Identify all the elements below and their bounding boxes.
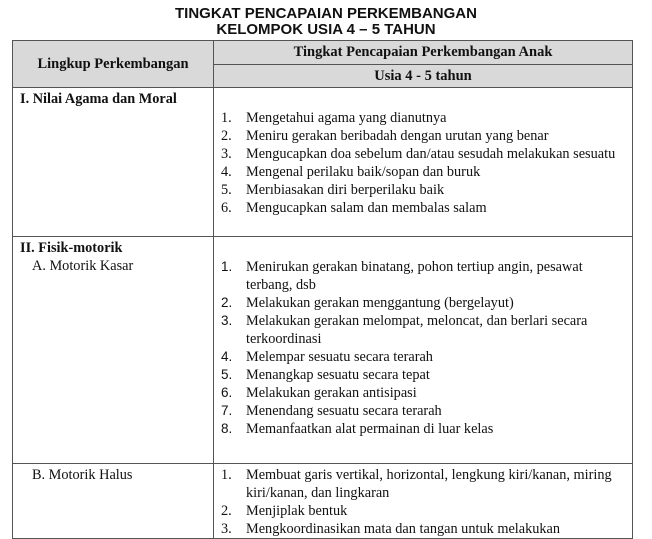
list-item: 3. Mengucapkan doa sebelum dan/atau sesudah melakukan sesuatu	[221, 146, 616, 162]
category-cell	[13, 88, 214, 237]
list-item: 5. Menangkap sesuatu secara tepat	[221, 367, 430, 383]
items-cell	[214, 88, 633, 237]
list-item: 7. Menendang sesuatu secara terarah	[221, 403, 442, 419]
header-row	[13, 41, 633, 65]
list-item: 1. Mengetahui agama yang dianutnya	[221, 110, 447, 126]
document-title	[0, 6, 652, 38]
list-item: 6. Mengucapkan salam dan membalas salam	[221, 200, 487, 216]
list-item: 4. Melempar sesuatu secara terarah	[221, 349, 433, 365]
list-item: 3. Melakukan gerakan melompat, meloncat, dan berlari secara terkoordinasi	[221, 313, 588, 347]
table-row	[13, 88, 633, 237]
header-tingkat: Tingkat Pencapaian Perkembangan Anak	[214, 41, 633, 65]
achievement-list	[221, 109, 632, 217]
header-lingkup: Lingkup Perkembangan	[13, 41, 214, 88]
list-item: 3. Mengkoordinasikan mata dan tangan untuk melakukan	[221, 521, 561, 537]
list-item: 2. Melakukan gerakan menggantung (bergelayut)	[221, 295, 514, 311]
category-cell	[13, 464, 214, 539]
achievement-list	[221, 258, 632, 438]
title-line-1: TINGKAT PENCAPAIAN PERKEMBANGAN	[175, 5, 477, 22]
list-item: 8. Memanfaatkan alat permainan di luar kelas	[221, 421, 494, 437]
list-item: 4. Mengenal perilaku baik/sopan dan buruk	[221, 164, 481, 180]
category-cell	[13, 237, 214, 464]
table-row	[13, 237, 633, 464]
header-usia: Usia 4 - 5 tahun	[214, 65, 633, 88]
subcategory-label: B. Motorik Halus	[32, 467, 133, 483]
list-item: 1. Menirukan gerakan binatang, pohon tertiup angin, pesawat terbang, dsb	[221, 259, 583, 293]
items-cell	[214, 464, 633, 539]
subcategory-label: A. Motorik Kasar	[32, 258, 134, 274]
items-cell	[214, 237, 633, 464]
list-item: 2. Meniru gerakan beribadah dengan urutan yang benar	[221, 128, 549, 144]
table-row	[13, 464, 633, 539]
list-item: 5. Merıbiasakan diri berperilaku baik	[221, 182, 445, 198]
achievement-list	[221, 466, 632, 538]
list-item: 6. Melakukan gerakan antisipasi	[221, 385, 417, 401]
list-item: 2. Menjiplak bentuk	[221, 503, 348, 519]
category-label: II. Fisik-motorik	[20, 240, 123, 256]
development-table	[12, 40, 633, 539]
title-line-2: KELOMPOK USIA 4 – 5 TAHUN	[216, 21, 436, 38]
list-item: 1. Membuat garis vertikal, horizontal, lengkung kiri/kanan, miring kiri/kanan, dan lingkaran	[221, 467, 612, 501]
category-label: I. Nilai Agama dan Moral	[20, 91, 177, 107]
